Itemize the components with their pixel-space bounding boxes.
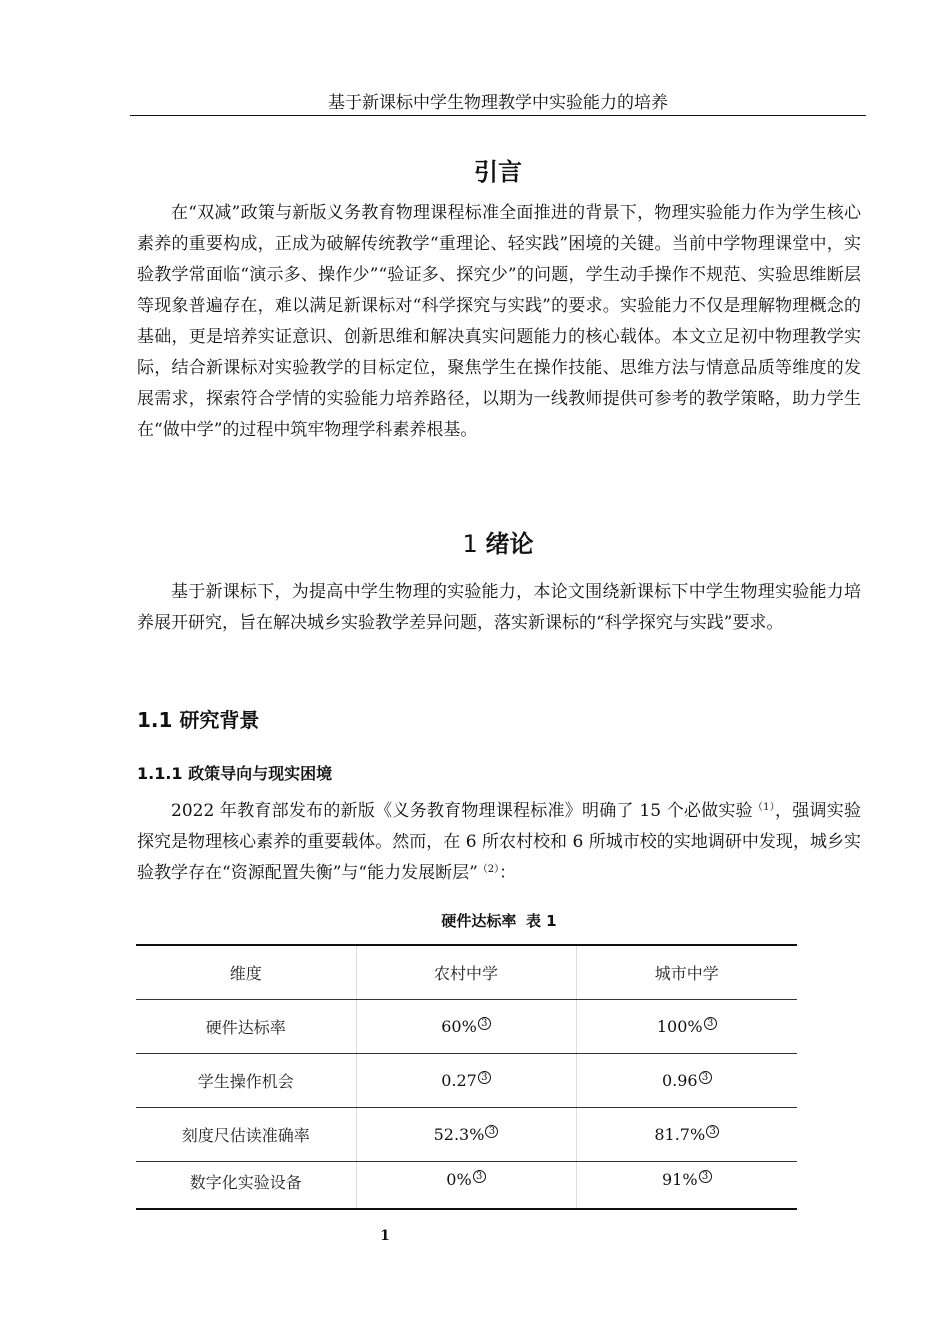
rural-cell (356, 1054, 576, 1108)
citation-mark: 3 (478, 1017, 491, 1030)
citation-mark: 3 (706, 1125, 719, 1138)
citation-mark: 3 (485, 1125, 498, 1138)
table-row (136, 1162, 797, 1210)
table-row (136, 1108, 797, 1162)
table-row (136, 1054, 797, 1108)
rural-cell (356, 1162, 576, 1210)
header-rule (130, 115, 866, 116)
citation-mark: 3 (478, 1071, 491, 1084)
subsection-heading: 1.1.1 政策导向与现实困境 (137, 764, 333, 783)
table-header-row (136, 945, 797, 1000)
dimension-cell: 数字化实验设备 (136, 1162, 356, 1210)
table-caption (137, 910, 861, 932)
column-header: 维度 (136, 945, 356, 1000)
urban-cell (576, 1108, 797, 1162)
running-header: 基于新课标中学生物理教学中实验能力的培养 (328, 93, 668, 113)
table-row (136, 1000, 797, 1054)
column-header: 农村中学 (356, 945, 576, 1000)
rural-cell (356, 1108, 576, 1162)
rural-value: 0.27 (441, 1071, 477, 1090)
section-heading: 1.1 研究背景 (137, 708, 260, 732)
dimension-cell: 硬件达标率 (136, 1000, 356, 1054)
rural-value: 0% (446, 1170, 472, 1189)
comparison-table (136, 944, 797, 1210)
rural-value: 52.3% (433, 1125, 485, 1144)
chapter-number: 1 (462, 530, 478, 558)
background-paragraph (137, 796, 861, 889)
rural-value: 60% (441, 1017, 477, 1036)
background-text-b: ，强调实验探究是物理核心素养的重要载体。然而，在 6 所农村校和 6 所城市校的实地调研中发现，城乡实验教学存在“资源配置失衡”与“能力发展断层” (137, 801, 862, 883)
table-caption-title: 硬件达标率 (441, 912, 517, 930)
urban-value: 81.7% (654, 1125, 706, 1144)
citation-mark: 3 (704, 1017, 717, 1030)
urban-value: 91% (661, 1170, 698, 1189)
chapter-title: 绪论 (485, 530, 534, 558)
background-text-c: ： (499, 863, 517, 883)
background-text-a: 2022 年教育部发布的新版《义务教育物理课程标准》明确了 15 个必做实验 (171, 801, 753, 821)
table-caption-label: 表 1 (525, 912, 557, 930)
urban-cell (576, 1000, 797, 1054)
citation-mark: 3 (699, 1071, 712, 1084)
rural-cell (356, 1000, 576, 1054)
citation-mark: 3 (699, 1170, 712, 1183)
intro-heading: 引言 (474, 158, 522, 186)
urban-cell (576, 1054, 797, 1108)
urban-value: 100% (656, 1017, 703, 1036)
intro-paragraph: 在“双减”政策与新版义务教育物理课程标准全面推进的背景下，物理实验能力作为学生核心素养的重要构成，正成为破解传统教学“重理论、轻实践”困境的关键。当前中学物理课堂中，实验教学常面临“演示多、操作少”“验证多、探究少”的问题，学生动手操作不规范、实验思维断层等现象普遍存在，难以满足新课标对“科学探究与实践”的要求。实验能力不仅是理解物理概念的基础，更是培养实证意识、创新思维和解决真实问题能力的核心载体。本文立足初中物理教学实际，结合新课标对实验教学的目标定位，聚焦学生在操作技能、思维方法与情意品质等维度的发展需求，探索符合学情的实验能力培养路径，以期为一线教师提供可参考的教学策略，助力学生在“做中学”的过程中筑牢物理学科素养根基。 (137, 203, 861, 440)
dimension-cell: 刻度尺估读准确率 (136, 1108, 356, 1162)
citation-ref-1: （1） (752, 802, 776, 813)
page-number: 1 (380, 1228, 390, 1244)
chapter-paragraph: 基于新课标下，为提高中学生物理的实验能力，本论文围绕新课标下中学生物理实验能力培养展开研究，旨在解决城乡实验教学差异问题，落实新课标的“科学探究与实践”要求。 (137, 582, 861, 633)
dimension-cell: 学生操作机会 (136, 1054, 356, 1108)
urban-cell (576, 1162, 797, 1210)
chapter-heading (130, 528, 866, 560)
citation-mark: 3 (473, 1170, 486, 1183)
citation-ref-2: （2） (477, 864, 500, 875)
column-header: 城市中学 (576, 945, 797, 1000)
urban-value: 0.96 (661, 1071, 698, 1090)
